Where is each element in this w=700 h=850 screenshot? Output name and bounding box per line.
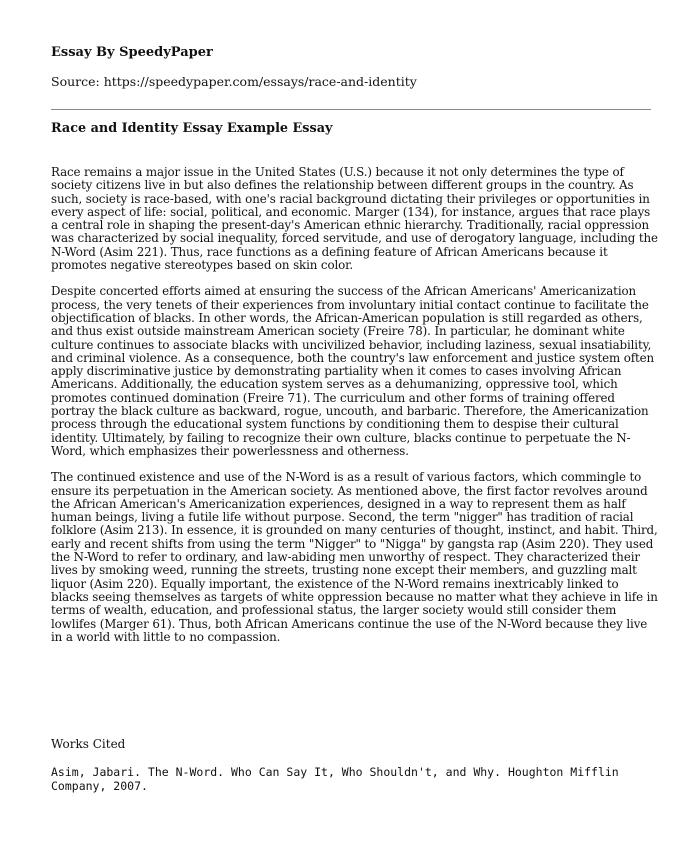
essay-author-line: Essay By SpeedyPaper xyxy=(51,45,213,60)
citation-entry: Asim, Jabari. The N-Word. Who Can Say It, Who Shouldn't, and Why. Houghton Mifflin Company, 2007. xyxy=(51,765,619,793)
header-divider xyxy=(51,109,651,110)
paragraph-2: Despite concerted efforts aimed at ensuring the success of the African Americans' Americanization process, the very tenets of their experiences from involuntary initial contact continue to facilitate the objectification of blacks. In other words, the African-American population is still regarded as others, and thus exist outside mainstream American society (Freire 78). In particular, he dominant white culture continues to associate blacks with uncivilized behavior, including laziness, sexual insatiability, and criminal violence. As a consequence, both the country's law enforcement and justice system often apply discriminative justice by demonstrating partiality when it comes to cases involving African Americans. Additionally, the education system serves as a dehumanizing, oppressive tool, which promotes continued domination (Freire 71). The curriculum and other forms of training offered portray the black culture as backward, rogue, uncouth, and barbaric. Therefore, the Americanization process through the educational system functions by conditioning them to despise their cultural identity. Ultimately, by failing to recognize their own culture, blacks continue to perpetuate the N-Word, which emphasizes their powerlessness and otherness. xyxy=(51,284,655,458)
essay-title: Race and Identity Essay Example Essay xyxy=(51,121,333,136)
works-cited-heading: Works Cited xyxy=(51,737,126,751)
source-line: Source: https://speedypaper.com/essays/race-and-identity xyxy=(51,74,417,89)
essay-body xyxy=(51,166,659,657)
paragraph-3: The continued existence and use of the N-Word is as a result of various factors, which commingle to ensure its perpetuation in the American society. As mentioned above, the first factor revolves around the African American's Americanization experiences, designed in a way to represent them as half human beings, living a futile life without purpose. Second, the term "nigger" has tradition of racial folklore (Asim 213). In essence, it is grounded on many centuries of thought, instinct, and habit. Third, early and recent shifts from using the term "Nigger" to "Nigga" by gangsta rap (Asim 220). They used the N-Word to refer to ordinary, and law-abiding men unworthy of respect. They characterized their lives by smoking weed, running the streets, trusting none except their members, and guzzling malt liquor (Asim 220). Equally important, the existence of the N-Word remains inextricably linked to blacks seeing themselves as targets of white oppression because no matter what they achieve in life in terms of wealth, education, and professional status, the larger society would still consider them lowlifes (Marger 61). Thus, both African Americans continue the use of the N-Word because they live in a world with little to no compassion. xyxy=(51,470,658,644)
paragraph-1: Race remains a major issue in the United States (U.S.) because it not only determines the type of society citizens live in but also defines the relationship between different groups in the country. As such, society is race-based, with one's racial background dictating their privileges or opportunities in every aspect of life: social, political, and economic. Marger (134), for instance, argues that race plays a central role in shaping the present-day's American ethnic hierarchy. Traditionally, racial oppression was characterized by social inequality, forced servitude, and use of derogatory language, including the N-Word (Asim 221). Thus, race functions as a defining feature of African Americans because it promotes negative stereotypes based on skin color. xyxy=(51,165,658,273)
